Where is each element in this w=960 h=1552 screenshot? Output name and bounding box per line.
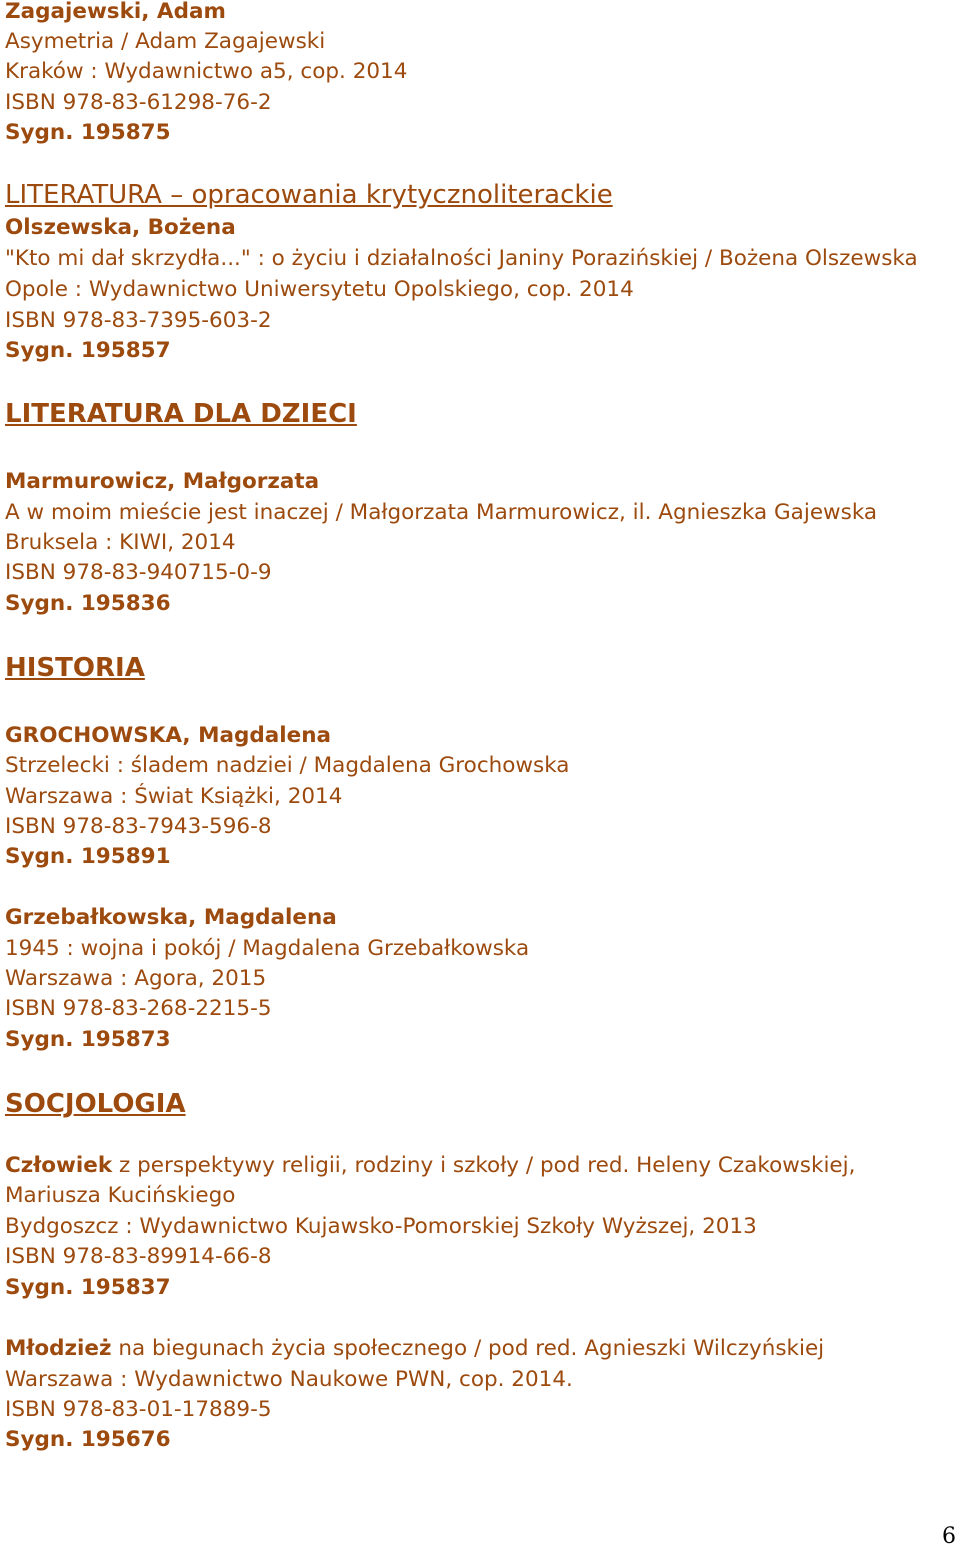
entry-imprint: Warszawa : Świat Książki, 2014: [5, 784, 343, 809]
entry-imprint: Bydgoszcz : Wydawnictwo Kujawsko-Pomorskiej Szkoły Wyższej, 2013: [5, 1214, 757, 1239]
entry-title: Asymetria / Adam Zagajewski: [5, 29, 326, 54]
entry-title-keyword: Człowiek: [5, 1153, 113, 1178]
entry-title: [5, 1334, 824, 1364]
page-number: 6: [942, 1524, 956, 1549]
entry-signature: Sygn. 195857: [5, 338, 171, 363]
section-heading-literatura-dla-dzieci: LITERATURA DLA DZIECI: [5, 399, 357, 429]
entry-title: 1945 : wojna i pokój / Magdalena Grzebałkowska: [5, 936, 530, 961]
entry-imprint: Bruksela : KIWI, 2014: [5, 530, 236, 555]
entry-title-rest: na biegunach życia społecznego / pod red. Agnieszki Wilczyńskiej: [111, 1336, 825, 1361]
entry-author: Grzebałkowska, Magdalena: [5, 905, 337, 930]
entry-title: Strzelecki : śladem nadziei / Magdalena Grochowska: [5, 753, 570, 778]
entry-isbn: ISBN 978-83-940715-0-9: [5, 560, 272, 585]
entry-signature: Sygn. 195875: [5, 120, 171, 145]
entry-signature: Sygn. 195873: [5, 1027, 171, 1052]
entry-title-continued: Mariusza Kucińskiego: [5, 1183, 236, 1208]
entry-imprint: Warszawa : Wydawnictwo Naukowe PWN, cop. 2014.: [5, 1367, 573, 1392]
entry-author: GROCHOWSKA, Magdalena: [5, 723, 332, 748]
entry-title: [5, 1151, 855, 1181]
entry-author: Zagajewski, Adam: [5, 0, 226, 24]
entry-signature: Sygn. 195837: [5, 1275, 171, 1300]
section-heading-historia: HISTORIA: [5, 653, 145, 683]
entry-author: Marmurowicz, Małgorzata: [5, 469, 320, 494]
entry-isbn: ISBN 978-83-61298-76-2: [5, 90, 272, 115]
entry-title: A w moim mieście jest inaczej / Małgorzata Marmurowicz, il. Agnieszka Gajewska: [5, 500, 878, 525]
entry-title-keyword: Młodzież: [5, 1336, 112, 1361]
entry-signature: Sygn. 195836: [5, 591, 171, 616]
entry-isbn: ISBN 978-83-7395-603-2: [5, 308, 272, 333]
entry-signature: Sygn. 195676: [5, 1427, 171, 1452]
entry-imprint: Opole : Wydawnictwo Uniwersytetu Opolskiego, cop. 2014: [5, 277, 634, 302]
entry-author: Olszewska, Bożena: [5, 215, 236, 240]
entry-title-rest: z perspektywy religii, rodziny i szkoły / pod red. Heleny Czakowskiej,: [112, 1153, 856, 1178]
section-heading-literatura: LITERATURA – opracowania krytycznoliterackie: [5, 180, 613, 210]
entry-title: "Kto mi dał skrzydła..." : o życiu i działalności Janiny Porazińskiej / Bożena Olszewska: [5, 246, 918, 271]
entry-isbn: ISBN 978-83-268-2215-5: [5, 996, 272, 1021]
entry-isbn: ISBN 978-83-01-17889-5: [5, 1397, 272, 1422]
entry-isbn: ISBN 978-83-7943-596-8: [5, 814, 272, 839]
entry-signature: Sygn. 195891: [5, 844, 171, 869]
section-heading-socjologia: SOCJOLOGIA: [5, 1089, 186, 1119]
entry-imprint: Warszawa : Agora, 2015: [5, 966, 267, 991]
entry-imprint: Kraków : Wydawnictwo a5, cop. 2014: [5, 59, 408, 84]
entry-isbn: ISBN 978-83-89914-66-8: [5, 1244, 272, 1269]
